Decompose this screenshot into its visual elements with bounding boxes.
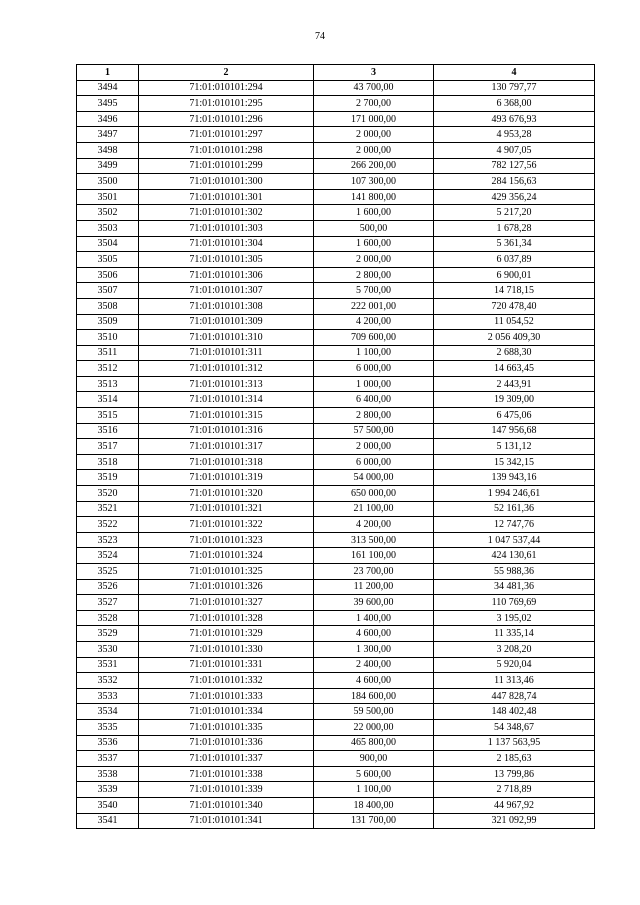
row-number-cell: 3514	[77, 392, 139, 408]
table-row	[77, 641, 595, 657]
area-cell: 131 700,00	[314, 813, 434, 829]
table-row	[77, 127, 595, 143]
cadastral-value-cell: 2 185,63	[434, 751, 595, 767]
cadastral-value-cell: 1 137 563,95	[434, 735, 595, 751]
cadastral-value-cell: 14 718,15	[434, 283, 595, 299]
cadastral-value-cell: 6 475,06	[434, 408, 595, 424]
table-row	[77, 595, 595, 611]
area-cell: 2 000,00	[314, 127, 434, 143]
table-row	[77, 298, 595, 314]
cadastral-number-cell: 71:01:010101:316	[139, 423, 314, 439]
cadastral-value-cell: 44 967,92	[434, 797, 595, 813]
cadastral-value-cell: 6 037,89	[434, 252, 595, 268]
area-cell: 1 400,00	[314, 610, 434, 626]
cadastral-value-cell: 4 907,05	[434, 142, 595, 158]
area-cell: 18 400,00	[314, 797, 434, 813]
cadastral-number-cell: 71:01:010101:294	[139, 80, 314, 96]
table-row	[77, 782, 595, 798]
row-number-cell: 3499	[77, 158, 139, 174]
row-number-cell: 3517	[77, 439, 139, 455]
cadastral-value-cell: 2 056 409,30	[434, 330, 595, 346]
cadastral-value-cell: 6 368,00	[434, 96, 595, 112]
table-row	[77, 158, 595, 174]
table-row	[77, 579, 595, 595]
area-cell: 21 100,00	[314, 501, 434, 517]
row-number-cell: 3502	[77, 205, 139, 221]
row-number-cell: 3539	[77, 782, 139, 798]
table-row	[77, 96, 595, 112]
cadastral-number-cell: 71:01:010101:335	[139, 719, 314, 735]
table-row	[77, 657, 595, 673]
cadastral-number-cell: 71:01:010101:301	[139, 189, 314, 205]
cadastral-value-cell: 13 799,86	[434, 766, 595, 782]
cadastral-value-cell: 14 663,45	[434, 361, 595, 377]
row-number-cell: 3525	[77, 564, 139, 580]
cadastral-number-cell: 71:01:010101:318	[139, 454, 314, 470]
area-cell: 1 000,00	[314, 376, 434, 392]
area-cell: 1 100,00	[314, 782, 434, 798]
cadastral-number-cell: 71:01:010101:295	[139, 96, 314, 112]
table-row	[77, 688, 595, 704]
row-number-cell: 3500	[77, 174, 139, 190]
area-cell: 107 300,00	[314, 174, 434, 190]
cadastral-number-cell: 71:01:010101:322	[139, 517, 314, 533]
cadastral-value-cell: 284 156,63	[434, 174, 595, 190]
cadastral-number-cell: 71:01:010101:330	[139, 641, 314, 657]
cadastral-number-cell: 71:01:010101:296	[139, 111, 314, 127]
cadastral-number-cell: 71:01:010101:325	[139, 564, 314, 580]
cadastral-value-cell: 493 676,93	[434, 111, 595, 127]
row-number-cell: 3532	[77, 673, 139, 689]
area-cell: 6 000,00	[314, 361, 434, 377]
table-row	[77, 408, 595, 424]
area-cell: 184 600,00	[314, 688, 434, 704]
row-number-cell: 3509	[77, 314, 139, 330]
cadastral-number-cell: 71:01:010101:314	[139, 392, 314, 408]
row-number-cell: 3523	[77, 532, 139, 548]
row-number-cell: 3507	[77, 283, 139, 299]
row-number-cell: 3510	[77, 330, 139, 346]
cadastral-number-cell: 71:01:010101:323	[139, 532, 314, 548]
cadastral-value-cell: 321 092,99	[434, 813, 595, 829]
area-cell: 1 300,00	[314, 641, 434, 657]
cadastral-value-cell: 782 127,56	[434, 158, 595, 174]
header-row	[77, 65, 595, 81]
cadastral-number-cell: 71:01:010101:333	[139, 688, 314, 704]
cadastral-number-cell: 71:01:010101:309	[139, 314, 314, 330]
cadastral-number-cell: 71:01:010101:326	[139, 579, 314, 595]
area-cell: 54 000,00	[314, 470, 434, 486]
cadastral-number-cell: 71:01:010101:302	[139, 205, 314, 221]
row-number-cell: 3528	[77, 610, 139, 626]
row-number-cell: 3535	[77, 719, 139, 735]
cadastral-value-table	[76, 64, 595, 829]
column-header-1: 1	[77, 65, 139, 81]
row-number-cell: 3521	[77, 501, 139, 517]
row-number-cell: 3541	[77, 813, 139, 829]
area-cell: 2 800,00	[314, 408, 434, 424]
cadastral-number-cell: 71:01:010101:299	[139, 158, 314, 174]
area-cell: 2 000,00	[314, 439, 434, 455]
cadastral-number-cell: 71:01:010101:300	[139, 174, 314, 190]
table-row	[77, 252, 595, 268]
area-cell: 5 600,00	[314, 766, 434, 782]
table-row	[77, 111, 595, 127]
cadastral-number-cell: 71:01:010101:311	[139, 345, 314, 361]
table-row	[77, 766, 595, 782]
cadastral-value-cell: 130 797,77	[434, 80, 595, 96]
area-cell: 59 500,00	[314, 704, 434, 720]
row-number-cell: 3494	[77, 80, 139, 96]
row-number-cell: 3537	[77, 751, 139, 767]
row-number-cell: 3538	[77, 766, 139, 782]
cadastral-number-cell: 71:01:010101:305	[139, 252, 314, 268]
row-number-cell: 3516	[77, 423, 139, 439]
table-row	[77, 704, 595, 720]
cadastral-value-cell: 720 478,40	[434, 298, 595, 314]
cadastral-number-cell: 71:01:010101:306	[139, 267, 314, 283]
cadastral-number-cell: 71:01:010101:338	[139, 766, 314, 782]
area-cell: 1 600,00	[314, 236, 434, 252]
table-row	[77, 735, 595, 751]
area-cell: 900,00	[314, 751, 434, 767]
cadastral-value-cell: 11 335,14	[434, 626, 595, 642]
area-cell: 5 700,00	[314, 283, 434, 299]
cadastral-value-cell: 34 481,36	[434, 579, 595, 595]
cadastral-number-cell: 71:01:010101:297	[139, 127, 314, 143]
cadastral-value-cell: 1 678,28	[434, 220, 595, 236]
area-cell: 2 800,00	[314, 267, 434, 283]
cadastral-value-cell: 2 443,91	[434, 376, 595, 392]
area-cell: 39 600,00	[314, 595, 434, 611]
table-row	[77, 439, 595, 455]
table-body	[77, 80, 595, 829]
cadastral-number-cell: 71:01:010101:337	[139, 751, 314, 767]
cadastral-value-cell: 19 309,00	[434, 392, 595, 408]
cadastral-number-cell: 71:01:010101:312	[139, 361, 314, 377]
row-number-cell: 3515	[77, 408, 139, 424]
table-row	[77, 813, 595, 829]
cadastral-value-cell: 55 988,36	[434, 564, 595, 580]
cadastral-value-cell: 2 718,89	[434, 782, 595, 798]
table-row	[77, 361, 595, 377]
cadastral-number-cell: 71:01:010101:340	[139, 797, 314, 813]
table-row	[77, 283, 595, 299]
cadastral-value-cell: 110 769,69	[434, 595, 595, 611]
area-cell: 709 600,00	[314, 330, 434, 346]
row-number-cell: 3527	[77, 595, 139, 611]
cadastral-number-cell: 71:01:010101:310	[139, 330, 314, 346]
cadastral-value-cell: 2 688,30	[434, 345, 595, 361]
table-row	[77, 423, 595, 439]
cadastral-value-cell: 5 361,34	[434, 236, 595, 252]
cadastral-number-cell: 71:01:010101:313	[139, 376, 314, 392]
area-cell: 4 600,00	[314, 626, 434, 642]
area-cell: 500,00	[314, 220, 434, 236]
cadastral-number-cell: 71:01:010101:327	[139, 595, 314, 611]
row-number-cell: 3520	[77, 486, 139, 502]
table-row	[77, 626, 595, 642]
table-row	[77, 797, 595, 813]
cadastral-number-cell: 71:01:010101:341	[139, 813, 314, 829]
cadastral-value-cell: 424 130,61	[434, 548, 595, 564]
row-number-cell: 3533	[77, 688, 139, 704]
row-number-cell: 3495	[77, 96, 139, 112]
row-number-cell: 3513	[77, 376, 139, 392]
area-cell: 4 200,00	[314, 517, 434, 533]
row-number-cell: 3508	[77, 298, 139, 314]
row-number-cell: 3501	[77, 189, 139, 205]
table-row	[77, 220, 595, 236]
table-row	[77, 392, 595, 408]
area-cell: 161 100,00	[314, 548, 434, 564]
cadastral-number-cell: 71:01:010101:308	[139, 298, 314, 314]
area-cell: 2 700,00	[314, 96, 434, 112]
area-cell: 23 700,00	[314, 564, 434, 580]
cadastral-value-cell: 148 402,48	[434, 704, 595, 720]
table-row	[77, 517, 595, 533]
area-cell: 6 400,00	[314, 392, 434, 408]
row-number-cell: 3497	[77, 127, 139, 143]
area-cell: 650 000,00	[314, 486, 434, 502]
cadastral-value-cell: 447 828,74	[434, 688, 595, 704]
cadastral-number-cell: 71:01:010101:319	[139, 470, 314, 486]
cadastral-value-cell: 5 217,20	[434, 205, 595, 221]
cadastral-value-cell: 5 131,12	[434, 439, 595, 455]
cadastral-number-cell: 71:01:010101:331	[139, 657, 314, 673]
row-number-cell: 3540	[77, 797, 139, 813]
cadastral-value-cell: 11 313,46	[434, 673, 595, 689]
cadastral-value-cell: 5 920,04	[434, 657, 595, 673]
row-number-cell: 3536	[77, 735, 139, 751]
cadastral-value-cell: 11 054,52	[434, 314, 595, 330]
table-header	[77, 65, 595, 81]
cadastral-value-cell: 54 348,67	[434, 719, 595, 735]
cadastral-number-cell: 71:01:010101:303	[139, 220, 314, 236]
cadastral-number-cell: 71:01:010101:339	[139, 782, 314, 798]
table-row	[77, 673, 595, 689]
cadastral-value-cell: 4 953,28	[434, 127, 595, 143]
area-cell: 4 600,00	[314, 673, 434, 689]
row-number-cell: 3531	[77, 657, 139, 673]
column-header-2: 2	[139, 65, 314, 81]
row-number-cell: 3518	[77, 454, 139, 470]
area-cell: 43 700,00	[314, 80, 434, 96]
table-row	[77, 486, 595, 502]
row-number-cell: 3496	[77, 111, 139, 127]
row-number-cell: 3512	[77, 361, 139, 377]
cadastral-value-cell: 1 047 537,44	[434, 532, 595, 548]
table-row	[77, 548, 595, 564]
area-cell: 11 200,00	[314, 579, 434, 595]
cadastral-number-cell: 71:01:010101:324	[139, 548, 314, 564]
cadastral-value-cell: 429 356,24	[434, 189, 595, 205]
row-number-cell: 3503	[77, 220, 139, 236]
row-number-cell: 3522	[77, 517, 139, 533]
cadastral-number-cell: 71:01:010101:328	[139, 610, 314, 626]
cadastral-value-cell: 3 208,20	[434, 641, 595, 657]
area-cell: 1 100,00	[314, 345, 434, 361]
table-row	[77, 376, 595, 392]
cadastral-value-cell: 15 342,15	[434, 454, 595, 470]
table-row	[77, 345, 595, 361]
area-cell: 2 000,00	[314, 252, 434, 268]
cadastral-number-cell: 71:01:010101:307	[139, 283, 314, 299]
table-row	[77, 470, 595, 486]
row-number-cell: 3524	[77, 548, 139, 564]
area-cell: 171 000,00	[314, 111, 434, 127]
cadastral-value-cell: 1 994 246,61	[434, 486, 595, 502]
table-row	[77, 564, 595, 580]
area-cell: 57 500,00	[314, 423, 434, 439]
cadastral-value-cell: 12 747,76	[434, 517, 595, 533]
table-row	[77, 174, 595, 190]
cadastral-number-cell: 71:01:010101:317	[139, 439, 314, 455]
page-number: 74	[315, 31, 325, 42]
area-cell: 222 001,00	[314, 298, 434, 314]
cadastral-value-cell: 147 956,68	[434, 423, 595, 439]
row-number-cell: 3506	[77, 267, 139, 283]
row-number-cell: 3511	[77, 345, 139, 361]
cadastral-number-cell: 71:01:010101:329	[139, 626, 314, 642]
cadastral-number-cell: 71:01:010101:315	[139, 408, 314, 424]
row-number-cell: 3530	[77, 641, 139, 657]
cadastral-number-cell: 71:01:010101:304	[139, 236, 314, 252]
row-number-cell: 3505	[77, 252, 139, 268]
table-row	[77, 330, 595, 346]
area-cell: 1 600,00	[314, 205, 434, 221]
row-number-cell: 3504	[77, 236, 139, 252]
area-cell: 6 000,00	[314, 454, 434, 470]
cadastral-value-cell: 52 161,36	[434, 501, 595, 517]
row-number-cell: 3498	[77, 142, 139, 158]
table-row	[77, 610, 595, 626]
area-cell: 313 500,00	[314, 532, 434, 548]
table-row	[77, 267, 595, 283]
table-row	[77, 454, 595, 470]
cadastral-number-cell: 71:01:010101:334	[139, 704, 314, 720]
area-cell: 266 200,00	[314, 158, 434, 174]
area-cell: 465 800,00	[314, 735, 434, 751]
table-row	[77, 189, 595, 205]
cadastral-value-cell: 6 900,01	[434, 267, 595, 283]
table-row	[77, 501, 595, 517]
area-cell: 141 800,00	[314, 189, 434, 205]
cadastral-value-cell: 3 195,02	[434, 610, 595, 626]
table-row	[77, 80, 595, 96]
area-cell: 2 400,00	[314, 657, 434, 673]
table-row	[77, 751, 595, 767]
table-row	[77, 719, 595, 735]
cadastral-number-cell: 71:01:010101:336	[139, 735, 314, 751]
cadastral-number-cell: 71:01:010101:321	[139, 501, 314, 517]
table-row	[77, 314, 595, 330]
cadastral-value-cell: 139 943,16	[434, 470, 595, 486]
cadastral-number-cell: 71:01:010101:332	[139, 673, 314, 689]
area-cell: 2 000,00	[314, 142, 434, 158]
cadastral-number-cell: 71:01:010101:298	[139, 142, 314, 158]
table-row	[77, 532, 595, 548]
area-cell: 22 000,00	[314, 719, 434, 735]
column-header-3: 3	[314, 65, 434, 81]
row-number-cell: 3534	[77, 704, 139, 720]
table-row	[77, 142, 595, 158]
area-cell: 4 200,00	[314, 314, 434, 330]
row-number-cell: 3529	[77, 626, 139, 642]
table-row	[77, 205, 595, 221]
row-number-cell: 3526	[77, 579, 139, 595]
table-row	[77, 236, 595, 252]
row-number-cell: 3519	[77, 470, 139, 486]
column-header-4: 4	[434, 65, 595, 81]
cadastral-number-cell: 71:01:010101:320	[139, 486, 314, 502]
